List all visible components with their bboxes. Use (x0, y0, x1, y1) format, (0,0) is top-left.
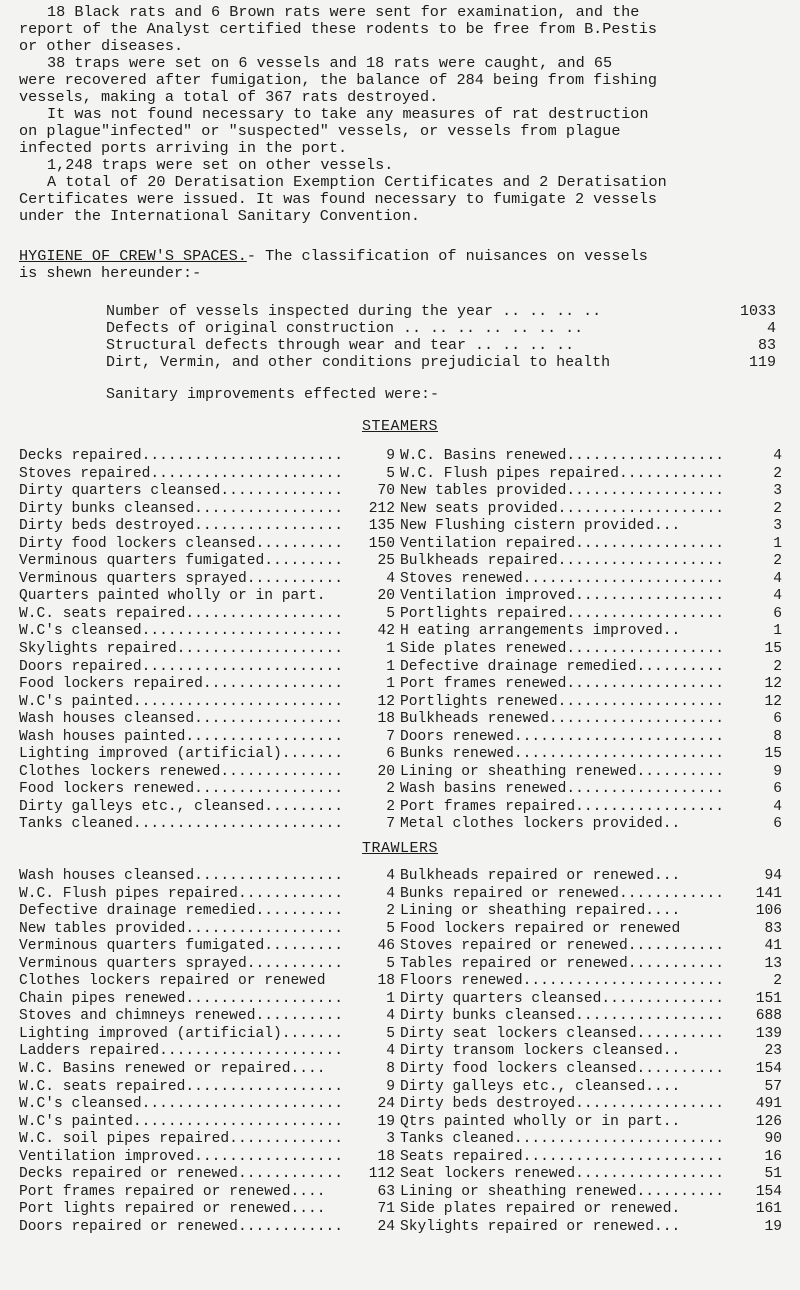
list-item (400, 518, 782, 536)
item-value: 2 (773, 658, 782, 675)
list-item (400, 1219, 782, 1237)
steamers-right-column (400, 448, 782, 834)
list-item (400, 1201, 782, 1219)
list-item (400, 1008, 782, 1026)
list-item (400, 1079, 782, 1097)
list-item (400, 816, 782, 834)
item-value: 70 (377, 483, 395, 500)
item-value: 1 (773, 623, 782, 640)
list-item (106, 337, 776, 354)
list-item (19, 641, 395, 659)
item-value: 83 (757, 337, 776, 354)
item-value: 46 (377, 938, 395, 955)
list-item (106, 320, 776, 337)
item-label: New seats provided................... (400, 500, 725, 517)
list-item (19, 501, 395, 519)
item-value: 1 (386, 676, 395, 693)
item-value: 90 (764, 1131, 782, 1148)
item-label: W.C's painted........................ (19, 693, 344, 710)
intro-line: vessels, making a total of 367 rats destroyed. (19, 88, 439, 106)
item-label: Doors renewed........................ (400, 728, 725, 745)
item-label: Structural defects through wear and tear .. .. .. .. (106, 337, 575, 354)
item-value: 1 (386, 658, 395, 675)
list-item (19, 799, 395, 817)
steamers-title: STEAMERS (361, 418, 438, 435)
item-value: 9 (386, 1078, 395, 1095)
list-item (400, 886, 782, 904)
list-item (400, 729, 782, 747)
list-item (400, 1096, 782, 1114)
item-label: Stoves repaired...................... (19, 465, 344, 482)
item-value: 4 (773, 570, 782, 587)
list-item (19, 781, 395, 799)
item-value: 94 (764, 868, 782, 884)
list-item (19, 868, 395, 886)
list-item (19, 1061, 395, 1079)
item-value: 18 (377, 1148, 395, 1165)
item-value: 150 (368, 535, 395, 552)
item-label: Bulkheads renewed.................... (400, 711, 725, 728)
item-label: Ventilation repaired................. (400, 535, 725, 552)
item-value: 63 (377, 1183, 395, 1200)
item-label: Tanks cleaned........................ (400, 1131, 725, 1148)
list-item (400, 868, 782, 886)
item-label: Clothes lockers renewed.............. (19, 763, 344, 780)
item-value: 12 (377, 693, 395, 710)
item-value: 4 (386, 570, 395, 587)
item-label: W.C. seats repaired.................. (19, 1078, 344, 1095)
item-label: Lining or sheathing renewed.......... (400, 763, 725, 780)
trawlers-right-column (400, 868, 782, 1236)
list-item (400, 571, 782, 589)
intro-line: report of the Analyst certified these rodents to be free from B.Pestis (19, 20, 657, 38)
item-label: Dirty food lockers cleansed.......... (400, 1061, 725, 1078)
list-item (19, 571, 395, 589)
item-label: W.C. Flush pipes repaired............ (400, 465, 725, 482)
list-item (400, 483, 782, 501)
item-value: 4 (773, 588, 782, 605)
list-item (400, 938, 782, 956)
item-value: 151 (755, 990, 782, 1007)
list-item (400, 746, 782, 764)
item-value: 5 (386, 605, 395, 622)
list-item (19, 448, 395, 466)
item-value: 6 (773, 605, 782, 622)
list-item (400, 641, 782, 659)
list-item (19, 623, 395, 641)
item-label: Dirty bunks cleansed................. (19, 500, 344, 517)
item-value: 71 (377, 1201, 395, 1218)
item-value: 6 (773, 781, 782, 798)
item-value: 15 (764, 746, 782, 763)
hygiene-paragraph (19, 248, 789, 282)
item-value: 1 (386, 990, 395, 1007)
list-item (106, 354, 776, 371)
list-item (19, 973, 395, 991)
list-item (19, 659, 395, 677)
item-label: H eating arrangements improved.. (400, 623, 681, 640)
list-item (19, 518, 395, 536)
list-item (19, 1166, 395, 1184)
item-value: 57 (764, 1078, 782, 1095)
item-label: W.C. seats repaired.................. (19, 605, 344, 622)
item-label: New tables provided.................. (400, 483, 725, 500)
list-item (400, 1149, 782, 1167)
list-item (400, 501, 782, 519)
item-value: 6 (386, 746, 395, 763)
item-value: 12 (764, 676, 782, 693)
item-value: 24 (377, 1218, 395, 1235)
item-value: 4 (386, 1043, 395, 1060)
intro-line: Certificates were issued. It was found necessary to fumigate 2 vessels (19, 190, 657, 208)
item-value: 23 (764, 1043, 782, 1060)
item-label: Chain pipes renewed.................. (19, 990, 344, 1007)
item-value: 12 (764, 693, 782, 710)
item-label: Quarters painted wholly or in part. (19, 588, 326, 605)
item-label: Decks repaired or renewed............ (19, 1166, 344, 1183)
item-label: Skylights repaired................... (19, 641, 344, 658)
list-item (400, 623, 782, 641)
item-label: Port lights repaired or renewed.... (19, 1201, 326, 1218)
item-value: 8 (386, 1061, 395, 1078)
item-value: 18 (377, 973, 395, 990)
item-value: 6 (773, 816, 782, 833)
item-value: 4 (773, 448, 782, 464)
item-value: 212 (368, 500, 395, 517)
list-item (19, 1008, 395, 1026)
hygiene-text: - The classification of nuisances on vessels (246, 247, 648, 265)
item-label: W.C. Basins renewed or repaired.... (19, 1061, 326, 1078)
item-label: Skylights repaired or renewed... (400, 1218, 681, 1235)
item-label: Dirty beds destroyed................. (400, 1096, 725, 1113)
item-value: 8 (773, 728, 782, 745)
item-label: Verminous quarters sprayed........... (19, 570, 344, 587)
item-label: Defective drainage remedied.......... (400, 658, 725, 675)
list-item (19, 921, 395, 939)
item-value: 4 (386, 885, 395, 902)
list-item (400, 1026, 782, 1044)
list-item (400, 606, 782, 624)
item-label: Verminous quarters sprayed........... (19, 955, 344, 972)
list-item (19, 711, 395, 729)
item-label: Lighting improved (artificial)....... (19, 1025, 344, 1042)
item-label: Dirty quarters cleansed.............. (19, 483, 344, 500)
item-label: Floors renewed....................... (400, 973, 725, 990)
item-label: Wash houses painted.................. (19, 728, 344, 745)
list-item (19, 764, 395, 782)
steamers-left-column (19, 448, 395, 834)
item-label: Ventilation improved................. (19, 1148, 344, 1165)
list-item (400, 903, 782, 921)
list-item (19, 1079, 395, 1097)
list-item (106, 303, 776, 320)
item-label: Number of vessels inspected during the year .. .. .. .. (106, 303, 602, 320)
list-item (19, 553, 395, 571)
item-label: Dirty seat lockers cleansed.......... (400, 1025, 725, 1042)
item-label: Portlights repaired.................. (400, 605, 725, 622)
item-value: 106 (755, 903, 782, 920)
intro-line: were recovered after fumigation, the balance of 284 being from fishing (19, 71, 657, 89)
item-value: 16 (764, 1148, 782, 1165)
list-item (19, 1043, 395, 1061)
item-value: 20 (377, 588, 395, 605)
item-value: 2 (386, 798, 395, 815)
item-value: 4 (773, 798, 782, 815)
item-label: Dirty beds destroyed................. (19, 518, 344, 535)
item-label: Stoves and chimneys renewed.......... (19, 1008, 344, 1025)
item-label: W.C's cleansed....................... (19, 623, 344, 640)
item-label: W.C's cleansed....................... (19, 1096, 344, 1113)
list-item (19, 816, 395, 834)
item-value: 3 (386, 1131, 395, 1148)
item-label: Wash houses cleansed................. (19, 711, 344, 728)
item-label: Verminous quarters fumigated......... (19, 553, 344, 570)
item-label: Stoves repaired or renewed........... (400, 938, 725, 955)
intro-text (19, 4, 789, 225)
item-label: Metal clothes lockers provided.. (400, 816, 681, 833)
list-item (400, 448, 782, 466)
intro-line: 38 traps were set on 6 vessels and 18 rats were caught, and 65 (47, 54, 613, 72)
list-item (19, 938, 395, 956)
list-item (19, 903, 395, 921)
item-label: Side plates repaired or renewed. (400, 1201, 681, 1218)
list-item (400, 588, 782, 606)
item-value: 2 (773, 973, 782, 990)
item-label: Port frames repaired................. (400, 798, 725, 815)
list-item (19, 1149, 395, 1167)
item-label: Port frames renewed.................. (400, 676, 725, 693)
list-item (19, 729, 395, 747)
item-value: 154 (755, 1183, 782, 1200)
item-label: Lighting improved (artificial)....... (19, 746, 344, 763)
item-label: Ventilation improved................. (400, 588, 725, 605)
list-item (400, 1166, 782, 1184)
item-value: 141 (755, 885, 782, 902)
item-value: 18 (377, 711, 395, 728)
intro-line: infected ports arriving in the port. (19, 139, 348, 157)
list-item (400, 659, 782, 677)
item-label: Doors repaired....................... (19, 658, 344, 675)
item-label: Seats repaired....................... (400, 1148, 725, 1165)
item-value: 1 (773, 535, 782, 552)
item-label: W.C. soil pipes repaired............. (19, 1131, 344, 1148)
list-item (400, 781, 782, 799)
item-value: 2 (773, 465, 782, 482)
list-item (19, 1131, 395, 1149)
item-label: Wash basins renewed.................. (400, 781, 725, 798)
item-label: W.C. Basins renewed.................. (400, 448, 725, 464)
list-item (400, 694, 782, 712)
item-label: W.C's painted........................ (19, 1113, 344, 1130)
item-label: Stoves renewed....................... (400, 570, 725, 587)
hygiene-heading: HYGIENE OF CREW'S SPACES. (19, 247, 247, 265)
list-item (19, 1219, 395, 1237)
list-item (400, 1114, 782, 1132)
item-value: 2 (773, 553, 782, 570)
list-item (400, 1043, 782, 1061)
list-item (19, 1096, 395, 1114)
item-value: 25 (377, 553, 395, 570)
hygiene-text: is shewn hereunder:- (19, 264, 202, 282)
item-label: Dirty bunks cleansed................. (400, 1008, 725, 1025)
list-item (19, 886, 395, 904)
list-item (400, 1184, 782, 1202)
list-item (19, 1114, 395, 1132)
nuisance-stats (106, 303, 776, 371)
item-label: Wash houses cleansed................. (19, 868, 344, 884)
item-value: 7 (386, 816, 395, 833)
item-value: 135 (368, 518, 395, 535)
item-label: Dirt, Vermin, and other conditions prejudicial to health (106, 354, 611, 371)
list-item (400, 764, 782, 782)
item-value: 9 (386, 448, 395, 464)
item-value: 7 (386, 728, 395, 745)
item-label: Verminous quarters fumigated......... (19, 938, 344, 955)
item-label: Dirty transom lockers cleansed.. (400, 1043, 681, 1060)
trawlers-left-column (19, 868, 395, 1236)
item-label: Tables repaired or renewed........... (400, 955, 725, 972)
item-label: Bulkheads repaired................... (400, 553, 725, 570)
item-label: New Flushing cistern provided... (400, 518, 681, 535)
item-label: Dirty food lockers cleansed.......... (19, 535, 344, 552)
list-item (400, 536, 782, 554)
item-label: Bulkheads repaired or renewed... (400, 868, 681, 884)
intro-line: 18 Black rats and 6 Brown rats were sent for examination, and the (47, 3, 640, 21)
item-label: Doors repaired or renewed............ (19, 1218, 344, 1235)
item-value: 24 (377, 1096, 395, 1113)
item-label: Bunks renewed........................ (400, 746, 725, 763)
list-item (19, 1201, 395, 1219)
item-value: 2 (773, 500, 782, 517)
list-item (19, 676, 395, 694)
list-item (19, 694, 395, 712)
list-item (19, 606, 395, 624)
intro-line: It was not found necessary to take any measures of rat destruction (47, 105, 649, 123)
item-label: Dirty galleys etc., cleansed......... (19, 798, 344, 815)
item-value: 3 (773, 483, 782, 500)
item-value: 112 (368, 1166, 395, 1183)
item-value: 119 (748, 354, 776, 371)
item-label: Seat lockers renewed................. (400, 1166, 725, 1183)
item-label: Port frames repaired or renewed.... (19, 1183, 326, 1200)
item-label: Qtrs painted wholly or in part.. (400, 1113, 681, 1130)
item-label: New tables provided.................. (19, 920, 344, 937)
trawlers-title: TRAWLERS (361, 840, 438, 857)
list-item (19, 1184, 395, 1202)
item-value: 41 (764, 938, 782, 955)
item-value: 51 (764, 1166, 782, 1183)
item-label: Lining or sheathing repaired.... (400, 903, 681, 920)
item-label: Decks repaired....................... (19, 448, 344, 464)
item-label: W.C. Flush pipes repaired............ (19, 885, 344, 902)
item-value: 4 (386, 868, 395, 884)
item-label: Tanks cleaned........................ (19, 816, 344, 833)
item-value: 688 (755, 1008, 782, 1025)
item-value: 13 (764, 955, 782, 972)
item-value: 5 (386, 465, 395, 482)
item-value: 1033 (739, 303, 776, 320)
item-value: 5 (386, 1025, 395, 1042)
item-value: 3 (773, 518, 782, 535)
list-item (400, 921, 782, 939)
list-item (400, 711, 782, 729)
list-item (19, 588, 395, 606)
list-item (400, 676, 782, 694)
list-item (400, 956, 782, 974)
item-value: 1 (386, 641, 395, 658)
item-value: 20 (377, 763, 395, 780)
list-item (400, 973, 782, 991)
list-item (19, 483, 395, 501)
item-value: 42 (377, 623, 395, 640)
list-item (400, 1061, 782, 1079)
item-label: Clothes lockers repaired or renewed (19, 973, 326, 990)
item-label: Food lockers repaired................ (19, 676, 344, 693)
item-value: 5 (386, 920, 395, 937)
list-item (400, 466, 782, 484)
item-value: 4 (386, 1008, 395, 1025)
list-item (19, 956, 395, 974)
item-label: Portlights renewed................... (400, 693, 725, 710)
item-label: Dirty quarters cleansed.............. (400, 990, 725, 1007)
list-item (19, 536, 395, 554)
intro-line: 1,248 traps were set on other vessels. (47, 156, 394, 174)
item-value: 15 (764, 641, 782, 658)
item-label: Defects of original construction .. .. .. .. .. .. .. (106, 320, 584, 337)
item-value: 19 (377, 1113, 395, 1130)
item-label: Dirty galleys etc., cleansed.... (400, 1078, 681, 1095)
intro-line: under the International Sanitary Convention. (19, 207, 421, 225)
item-value: 9 (773, 763, 782, 780)
list-item (400, 799, 782, 817)
item-value: 4 (766, 320, 776, 337)
item-value: 83 (764, 920, 782, 937)
item-label: Food lockers renewed................. (19, 781, 344, 798)
list-item (19, 991, 395, 1009)
improvements-label: Sanitary improvements effected were:- (106, 386, 440, 403)
item-value: 19 (764, 1218, 782, 1235)
intro-line: A total of 20 Deratisation Exemption Certificates and 2 Deratisation (47, 173, 667, 191)
item-value: 2 (386, 903, 395, 920)
list-item (400, 553, 782, 571)
list-item (19, 1026, 395, 1044)
item-label: Food lockers repaired or renewed (400, 920, 681, 937)
item-label: Side plates renewed.................. (400, 641, 725, 658)
item-value: 5 (386, 955, 395, 972)
item-label: Lining or sheathing renewed.......... (400, 1183, 725, 1200)
item-value: 161 (755, 1201, 782, 1218)
list-item (19, 466, 395, 484)
item-label: Ladders repaired..................... (19, 1043, 344, 1060)
list-item (19, 746, 395, 764)
intro-line: or other diseases. (19, 37, 184, 55)
item-value: 154 (755, 1061, 782, 1078)
item-label: Bunks repaired or renewed............ (400, 885, 725, 902)
item-value: 2 (386, 781, 395, 798)
item-value: 491 (755, 1096, 782, 1113)
item-value: 6 (773, 711, 782, 728)
item-value: 126 (755, 1113, 782, 1130)
item-value: 139 (755, 1025, 782, 1042)
item-label: Defective drainage remedied.......... (19, 903, 344, 920)
intro-line: on plague"infected" or "suspected" vessels, or vessels from plague (19, 122, 621, 140)
list-item (400, 1131, 782, 1149)
list-item (400, 991, 782, 1009)
